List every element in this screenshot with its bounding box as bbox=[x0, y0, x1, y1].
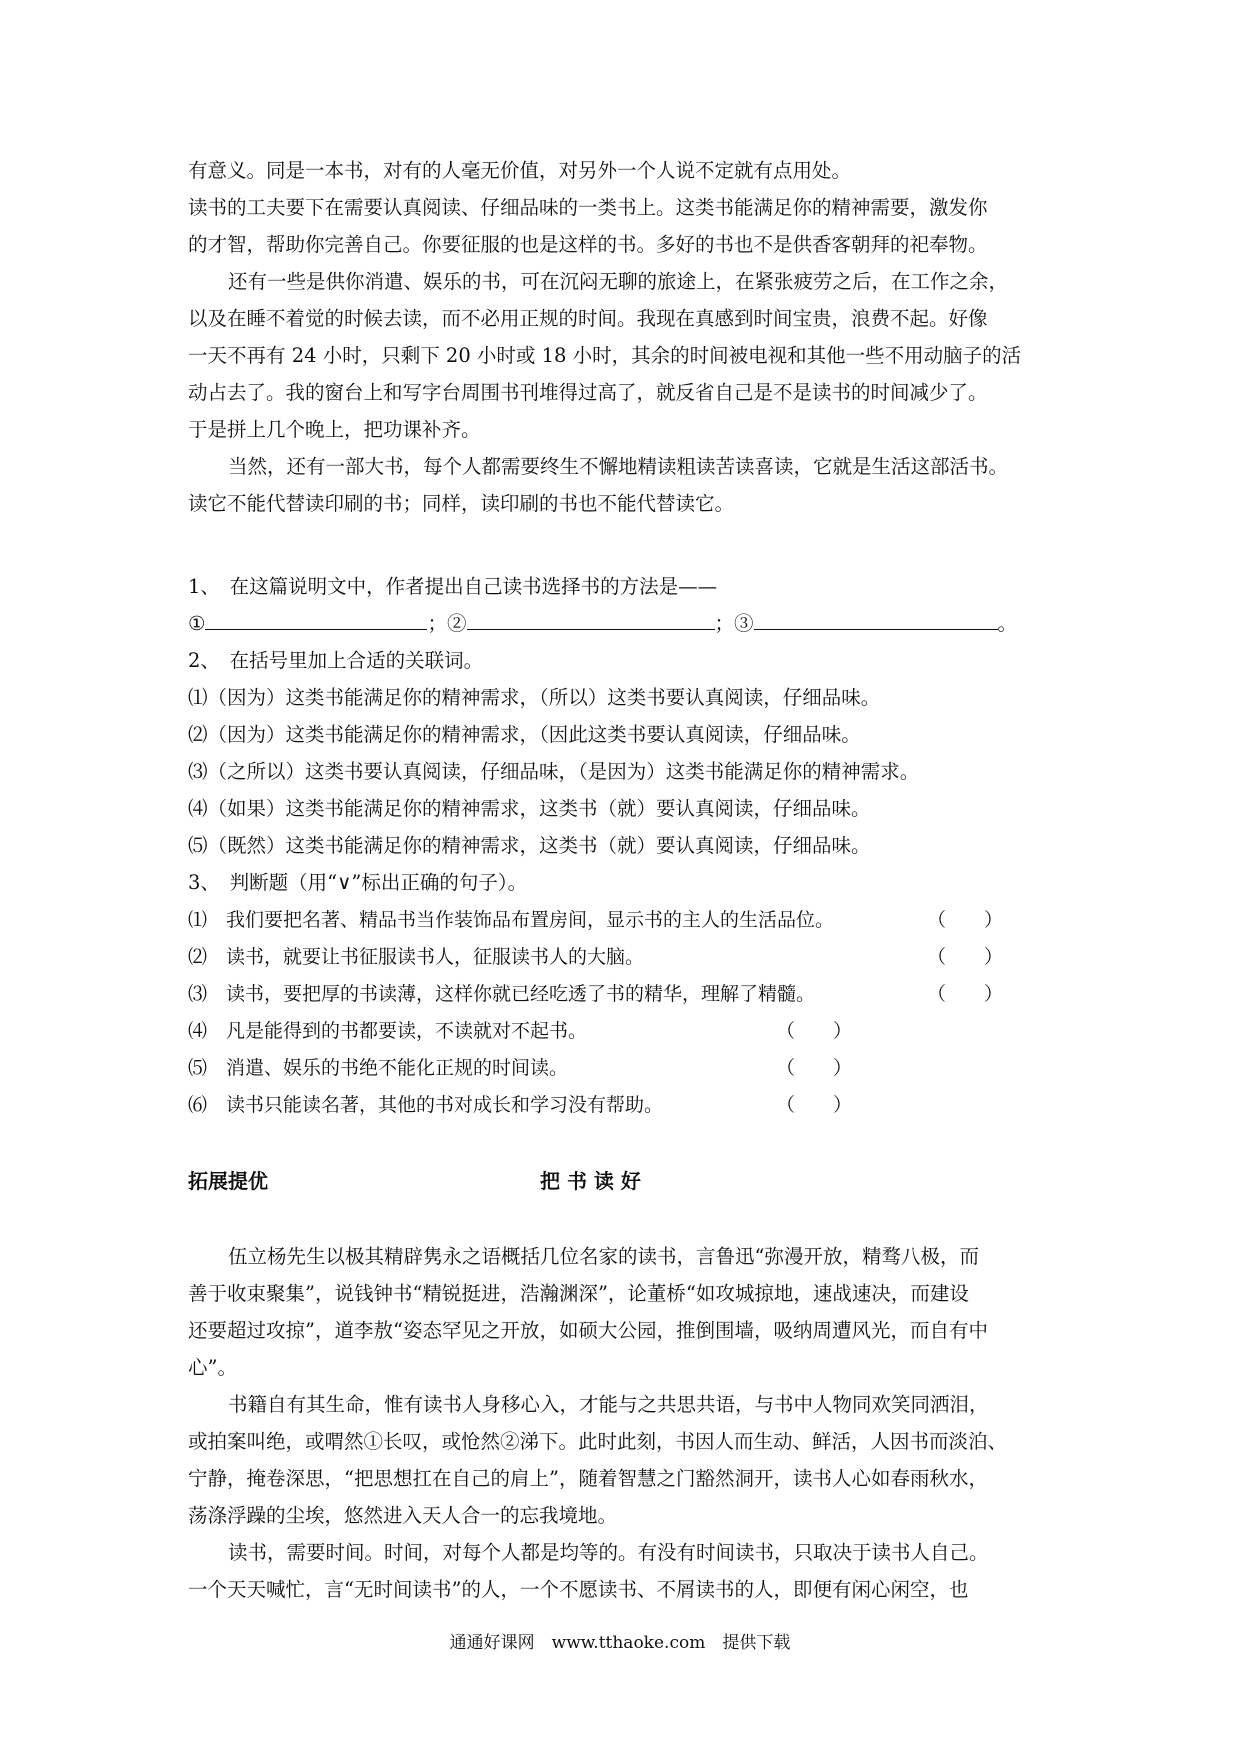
answer-blank-2[interactable] bbox=[467, 609, 715, 630]
passage1-line-9: 当然，还有一部大书，每个人都需要终生不懈地精读粗读苦读喜读，它就是生活这部活书。 bbox=[228, 455, 1009, 478]
passage2-line-8: 荡涤浮躁的尘埃，悠然进入天人合一的忘我境地。 bbox=[188, 1504, 618, 1527]
passage2-line-1: 伍立杨先生以极其精辟隽永之语概括几位名家的读书，言鲁迅“弥漫开放，精骛八极，而 bbox=[228, 1245, 979, 1268]
answer-marker-1: ① bbox=[188, 612, 206, 635]
item-text: 凡是能得到的书都要读，不读就对不起书。 bbox=[226, 1020, 588, 1042]
passage1-line-7: 动占去了。我的窗台上和写字台周围书刊堆得过高了，就反省自己是不是读书的时间减少了。 bbox=[188, 381, 988, 404]
answer-paren-1[interactable]: （ ） bbox=[927, 909, 1004, 931]
item-number: ⑹ bbox=[188, 1094, 208, 1116]
question-3-item-2 bbox=[188, 942, 644, 972]
passage2-line-9: 读书，需要时间。时间，对每个人都是均等的。有没有时间读书，只取决于读书人自己。 bbox=[228, 1541, 989, 1564]
answer-paren-6[interactable]: （ ） bbox=[776, 1094, 853, 1116]
answer-paren-5[interactable]: （ ） bbox=[776, 1057, 853, 1079]
answer-paren-3[interactable]: （ ） bbox=[927, 983, 1004, 1005]
passage2-line-10: 一个天天喊忙，言“无时间读书”的人，一个不愿读书、不屑读书的人，即便有闲心闲空，也 bbox=[188, 1578, 969, 1601]
passage1-line-2: 读书的工夫要下在需要认真阅读、仔细品味的一类书上。这类书能满足你的精神需要，激发你 bbox=[188, 196, 988, 219]
question-2: 2、 在括号里加上合适的关联词。 bbox=[188, 649, 484, 672]
passage2-line-3: 还要超过攻掠”，道李敖“姿态罕见之开放，如硕大公园，推倒围墙，吸纳周遭风光，而自有中 bbox=[188, 1319, 988, 1342]
question-2-item-3: ⑶（之所以）这类书要认真阅读，仔细品味，（是因为）这类书能满足你的精神需求。 bbox=[188, 760, 920, 783]
passage1-line-6: 一天不再有 24 小时，只剩下 20 小时或 18 小时，其余的时间被电视和其他一些不用动脑子的活 bbox=[188, 344, 1022, 367]
item-text: 读书，就要让书征服读书人，征服读书人的大脑。 bbox=[226, 946, 645, 968]
passage1-line-10: 读它不能代替读印刷的书；同样，读印刷的书也不能代替读它。 bbox=[188, 492, 735, 515]
question-2-item-4: ⑷（如果）这类书能满足你的精神需求，这类书（就）要认真阅读，仔细品味。 bbox=[188, 797, 871, 820]
answer-blank-1[interactable] bbox=[205, 609, 427, 630]
page-footer: 通通好课网 www.tthaoke.com 提供下载 bbox=[449, 1633, 791, 1653]
answer-marker-3: ；③ bbox=[714, 612, 754, 635]
passage1-line-5: 以及在睡不着觉的时候去读，而不必用正规的时间。我现在真感到时间宝贵，浪费不起。好像 bbox=[188, 307, 988, 330]
question-3-item-3 bbox=[188, 979, 815, 1009]
passage2-line-5: 书籍自有其生命，惟有读书人身移心入，才能与之共思共语，与书中人物同欢笑同洒泪， bbox=[228, 1393, 989, 1416]
answer-blank-3[interactable] bbox=[754, 609, 998, 630]
answer-marker-2: ；② bbox=[427, 612, 467, 635]
question-2-item-2: ⑵（因为）这类书能满足你的精神需求，（因此这类书要认真阅读，仔细品味。 bbox=[188, 723, 861, 746]
question-2-item-1: ⑴（因为）这类书能满足你的精神需求，（所以）这类书要认真阅读，仔细品味。 bbox=[188, 686, 881, 709]
item-text: 读书，要把厚的书读薄，这样你就已经吃透了书的精华，理解了精髓。 bbox=[226, 983, 816, 1005]
passage1-line-8: 于是拼上几个晚上，把功课补齐。 bbox=[188, 418, 481, 441]
item-number: ⑶ bbox=[188, 983, 208, 1005]
passage2-line-2: 善于收束聚集”，说钱钟书“精锐挺进，浩瀚渊深”，论董桥“如攻城掠地，速战速决，而建设 bbox=[188, 1282, 969, 1305]
passage1-line-4: 还有一些是供你消遣、娱乐的书，可在沉闷无聊的旅途上，在紧张疲劳之后，在工作之余， bbox=[228, 270, 1009, 293]
answer-paren-2[interactable]: （ ） bbox=[927, 946, 1004, 968]
item-number: ⑸ bbox=[188, 1057, 208, 1079]
answer-end: 。 bbox=[997, 612, 1018, 635]
passage1-line-3: 的才智，帮助你完善自己。你要征服的也是这样的书。多好的书也不是供香客朝拜的祀奉物。 bbox=[188, 233, 988, 256]
question-3: 3、 判断题（用“∨”标出正确的句子）。 bbox=[188, 871, 528, 894]
passage2-line-4: 心”。 bbox=[188, 1356, 237, 1379]
question-2-item-5: ⑸（既然）这类书能满足你的精神需求，这类书（就）要认真阅读，仔细品味。 bbox=[188, 834, 871, 857]
item-number: ⑴ bbox=[188, 909, 208, 931]
question-1-answer-line bbox=[188, 609, 1068, 639]
question-3-item-5 bbox=[188, 1053, 568, 1083]
item-text: 读书只能读名著，其他的书对成长和学习没有帮助。 bbox=[226, 1094, 664, 1116]
question-3-item-6 bbox=[188, 1090, 663, 1120]
item-text: 消遣、娱乐的书绝不能化正规的时间读。 bbox=[226, 1057, 569, 1079]
passage2-line-7: 宁静，掩卷深思，“把思想扛在自己的肩上”，随着智慧之门豁然洞开，读书人心如春雨秋水， bbox=[188, 1467, 988, 1490]
question-3-item-1 bbox=[188, 905, 834, 935]
answer-paren-4[interactable]: （ ） bbox=[776, 1020, 853, 1042]
passage1-line-1: 有意义。同是一本书，对有的人毫无价值，对另外一个人说不定就有点用处。 bbox=[188, 159, 852, 182]
item-number: ⑷ bbox=[188, 1020, 208, 1042]
question-1: 1、 在这篇说明文中，作者提出自己读书选择书的方法是—— bbox=[188, 575, 718, 598]
item-number: ⑵ bbox=[188, 946, 208, 968]
passage2-line-6: 或拍案叫绝，或喟然①长叹，或怆然②涕下。此时此刻，书因人而生动、鲜活，人因书而淡泊、 bbox=[188, 1430, 1008, 1453]
section-label: 拓展提优 bbox=[188, 1169, 268, 1193]
section-title: 把 书 读 好 bbox=[540, 1169, 641, 1193]
question-3-item-4 bbox=[188, 1016, 587, 1046]
item-text: 我们要把名著、精品书当作装饰品布置房间，显示书的主人的生活品位。 bbox=[226, 909, 835, 931]
